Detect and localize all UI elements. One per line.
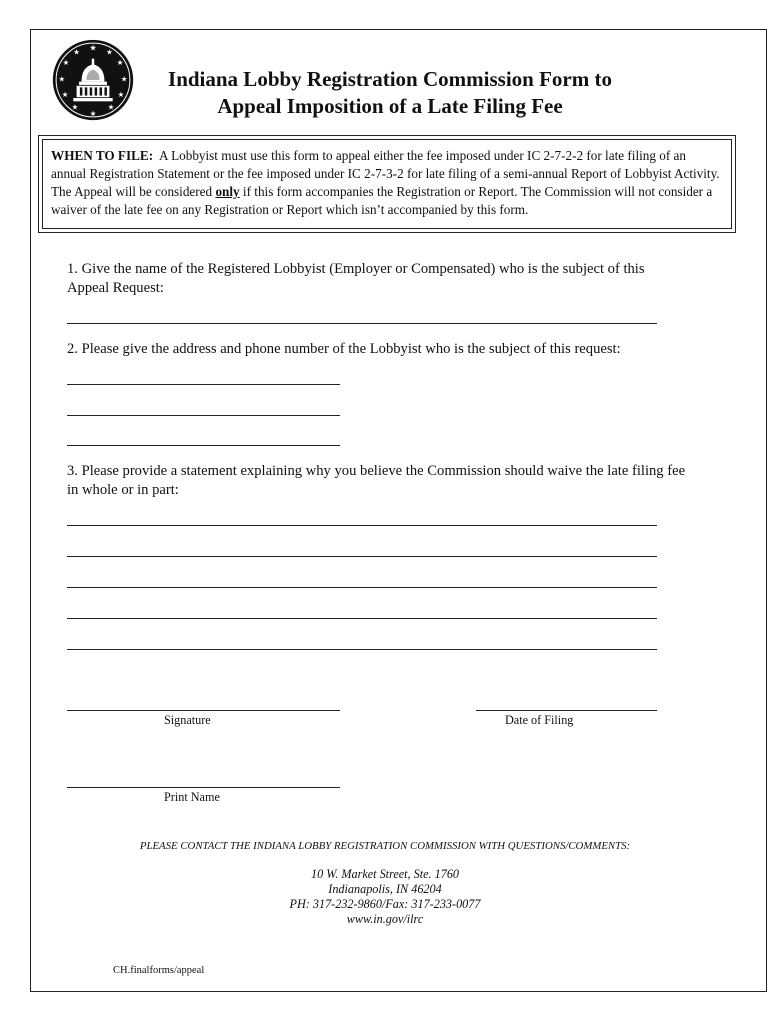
date-of-filing-label: Date of Filing: [505, 713, 574, 727]
notice-text-after: if this form accompanies the Registration or Report. The Commission will not consider a waiver of the late fee on any Registration or Report which isn’t accompanied by this form.: [51, 184, 713, 217]
svg-text:★: ★: [120, 74, 128, 84]
when-to-file-text: [42, 139, 732, 229]
statement-line-2[interactable]: [67, 556, 657, 557]
lobbyist-name-line[interactable]: [67, 323, 657, 324]
title-line-1: Indiana Lobby Registration Commission Form to: [168, 67, 612, 91]
svg-text:★: ★: [106, 47, 113, 57]
svg-text:★: ★: [62, 58, 70, 68]
address-line-1[interactable]: [67, 384, 340, 385]
question-3: 3. Please provide a statement explaining why you believe the Commission should waive the late filing fee in whole or in part:: [67, 463, 686, 498]
address-line-2[interactable]: [67, 415, 340, 416]
notice-text-before: A Lobbyist must use this form to appeal either the fee imposed under IC 2-7-2-2 for late filing of an annual Registration Statement or the fee imposed under IC 2-7-3-2 for late filing of a semi-annual Report of Lobbyist Activity. The Appeal will be considered: [51, 148, 720, 199]
svg-text:★: ★: [89, 109, 97, 119]
print-name-line[interactable]: [67, 787, 340, 788]
statement-line-3[interactable]: [67, 587, 657, 588]
signature-label: Signature: [164, 713, 211, 727]
contact-phone: PH: 317-232-9860/Fax: 317-233-0077: [289, 897, 481, 911]
svg-text:★: ★: [73, 47, 80, 57]
question-1: 1. Give the name of the Registered Lobbyist (Employer or Compensated) who is the subject of this Appeal Request:: [67, 261, 645, 296]
question-2: 2. Please give the address and phone number of the Lobbyist who is the subject of this request:: [67, 341, 621, 357]
svg-text:★: ★: [107, 102, 115, 112]
statement-line-5[interactable]: [67, 649, 657, 650]
when-to-file-box: [38, 135, 736, 233]
notice-emphasis: only: [215, 184, 240, 199]
svg-text:★: ★: [117, 90, 125, 100]
date-of-filing-line[interactable]: [476, 710, 657, 711]
svg-text:★: ★: [89, 42, 97, 53]
signature-line[interactable]: [67, 710, 340, 711]
svg-text:★: ★: [71, 102, 79, 112]
svg-text:★: ★: [58, 74, 66, 84]
contact-website[interactable]: www.in.gov/ilrc: [346, 912, 424, 926]
title-line-2: Appeal Imposition of a Late Filing Fee: [217, 94, 563, 118]
contact-address-1: 10 W. Market Street, Ste. 1760: [310, 867, 460, 881]
statement-line-4[interactable]: [67, 618, 657, 619]
print-name-label: Print Name: [164, 790, 220, 804]
contact-address-2: Indianapolis, IN 46204: [328, 882, 442, 896]
when-to-file-label: WHEN TO FILE:: [51, 148, 154, 163]
statement-line-1[interactable]: [67, 525, 657, 526]
contact-heading: PLEASE CONTACT THE INDIANA LOBBY REGISTRATION COMMISSION WITH QUESTIONS/COMMENTS:: [139, 840, 631, 852]
svg-text:★: ★: [61, 90, 69, 100]
form-title: [140, 66, 640, 120]
svg-text:★: ★: [116, 58, 124, 68]
address-line-3[interactable]: [67, 445, 340, 446]
form-code: CH.finalforms/appeal: [113, 965, 205, 976]
state-seal-icon: [52, 39, 134, 121]
